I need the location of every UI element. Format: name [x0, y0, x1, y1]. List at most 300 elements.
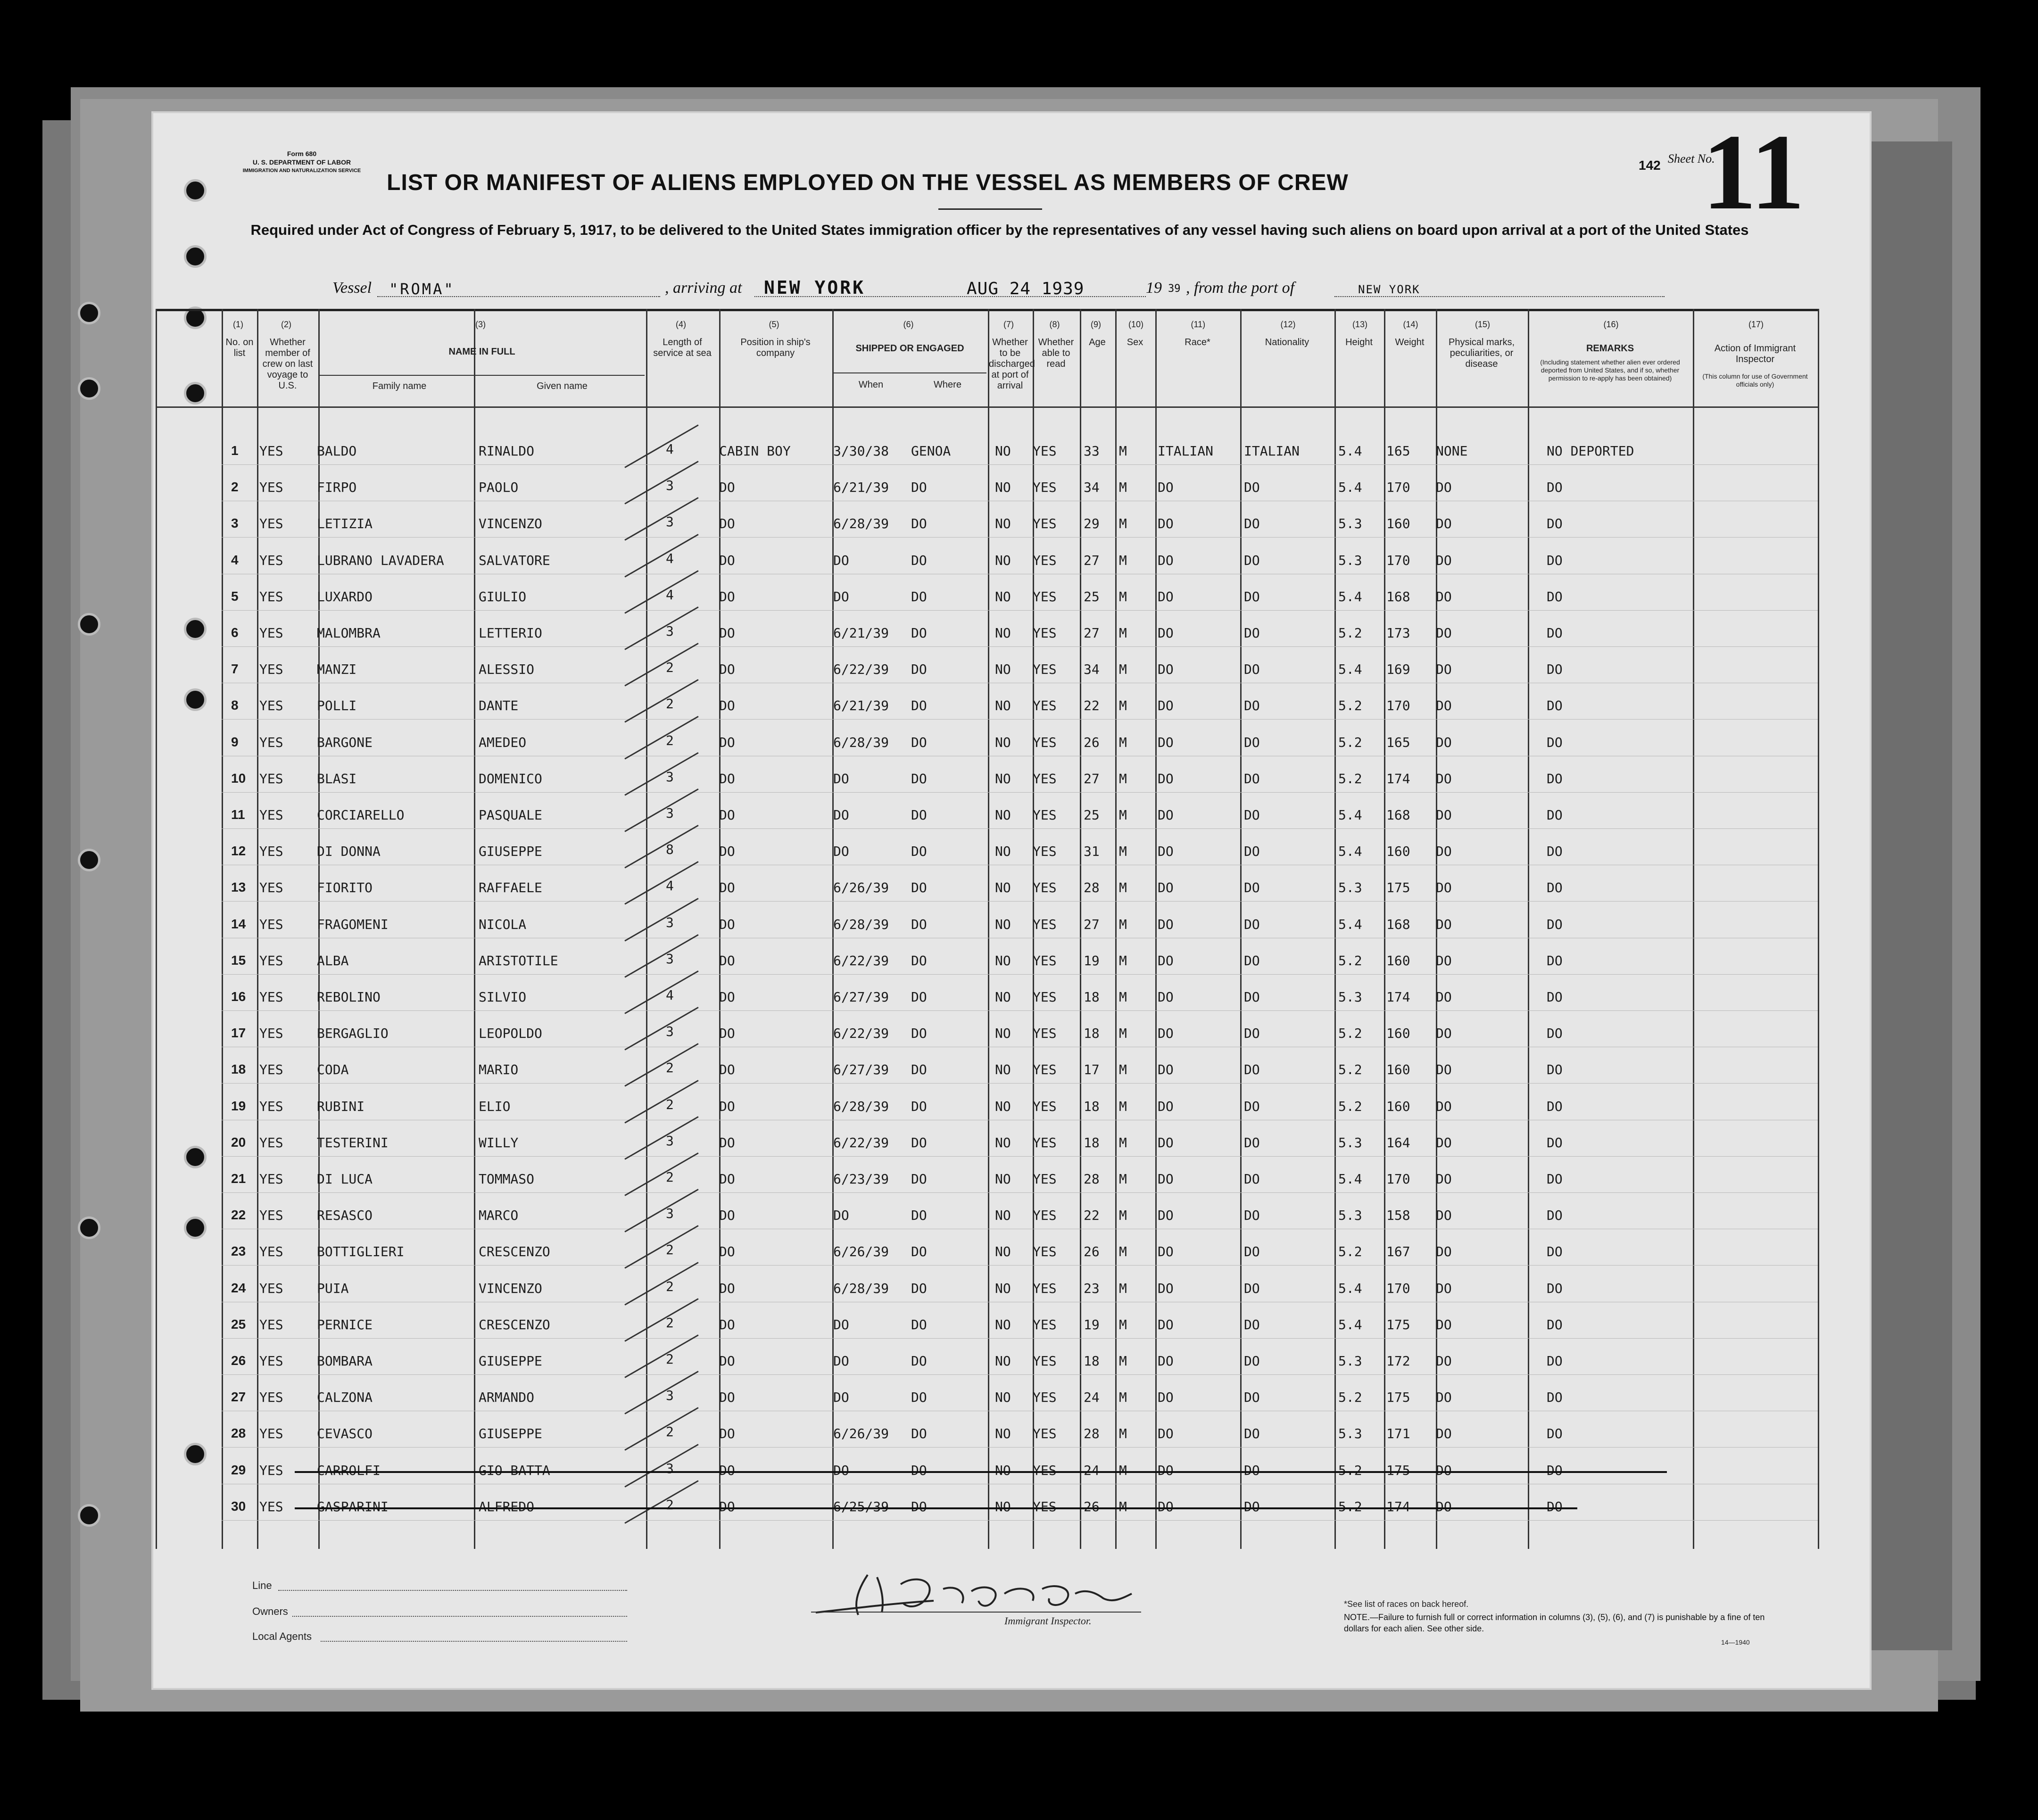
cell-race: DO: [1158, 734, 1174, 750]
cell-given: MARCO: [479, 1208, 519, 1224]
column-number: (10): [1128, 320, 1144, 329]
cell-family: REBOLINO: [317, 989, 381, 1005]
cell-nationality: DO: [1244, 516, 1260, 532]
cell-service: 3: [666, 1206, 674, 1222]
cell-where: DO: [911, 952, 927, 968]
cell-remarks: DO: [1547, 734, 1563, 750]
cell-service: 3: [666, 1460, 674, 1476]
cell-given: WILLY: [479, 1134, 519, 1150]
cell-where: DO: [911, 588, 927, 604]
cell-remarks: DO: [1547, 807, 1563, 823]
cell-where: DO: [911, 880, 927, 896]
cell-given: CRESCENZO: [479, 1244, 550, 1260]
row-number: 14: [231, 916, 246, 931]
column-number: (15): [1475, 320, 1491, 329]
cell-marks: DO: [1436, 916, 1452, 932]
cell-sex: M: [1119, 1062, 1127, 1078]
cell-marks: DO: [1436, 1134, 1452, 1150]
cell-marks: DO: [1436, 952, 1452, 968]
cell-read: YES: [1033, 1171, 1057, 1187]
cell-nationality: DO: [1244, 552, 1260, 568]
column-rule: [1528, 309, 1529, 1549]
cell-prev: YES: [259, 1390, 283, 1406]
cell-nationality: DO: [1244, 770, 1260, 786]
row-rule: [222, 1447, 1818, 1448]
cell-height: 5.4: [1338, 480, 1362, 496]
cell-family: BLASI: [317, 770, 357, 786]
arriving-label: , arriving at: [665, 279, 742, 297]
cell-discharged: NO: [995, 844, 1011, 860]
cell-position: DO: [719, 662, 735, 678]
local-agents-label: Local Agents: [252, 1630, 312, 1642]
cell-weight: 160: [1386, 844, 1410, 860]
cell-race: DO: [1158, 916, 1174, 932]
cell-height: 5.2: [1338, 952, 1362, 968]
cell-remarks: DO: [1547, 1026, 1563, 1042]
column-header: Position in ship's company: [740, 337, 811, 358]
header-rule: [833, 372, 986, 373]
cell-sex: M: [1119, 443, 1127, 459]
cell-service: 2: [666, 1169, 674, 1185]
cell-when: 6/26/39: [833, 1426, 889, 1442]
cell-remarks: DO: [1547, 844, 1563, 860]
cell-when: 6/21/39: [833, 625, 889, 641]
cell-where: DO: [911, 989, 927, 1005]
cell-given: LEOPOLDO: [479, 1026, 542, 1042]
row-number: 23: [231, 1244, 246, 1259]
cell-nationality: DO: [1244, 1280, 1260, 1296]
cell-discharged: NO: [995, 770, 1011, 786]
cell-discharged: NO: [995, 662, 1011, 678]
cell-nationality: DO: [1244, 1498, 1260, 1514]
cell-sex: M: [1119, 1316, 1127, 1332]
cell-height: 5.4: [1338, 662, 1362, 678]
cell-prev: YES: [259, 916, 283, 932]
cell-given: TOMMASO: [479, 1171, 535, 1187]
cell-position: DO: [719, 916, 735, 932]
cell-position: DO: [719, 552, 735, 568]
cell-discharged: NO: [995, 1062, 1011, 1078]
cell-family: POLLI: [317, 698, 357, 714]
cell-weight: 174: [1386, 770, 1410, 786]
cell-service: 2: [666, 1424, 674, 1440]
cell-age: 22: [1084, 698, 1100, 714]
column-header: Age: [1089, 337, 1106, 347]
cell-position: DO: [719, 480, 735, 496]
cell-discharged: NO: [995, 1026, 1011, 1042]
cell-discharged: NO: [995, 1280, 1011, 1296]
cell-weight: 173: [1386, 625, 1410, 641]
cell-marks: DO: [1436, 880, 1452, 896]
cell-given: ARMANDO: [479, 1390, 535, 1406]
row-number: 3: [231, 516, 239, 531]
cell-height: 5.2: [1338, 1026, 1362, 1042]
cell-remarks: DO: [1547, 880, 1563, 896]
title-underline: [938, 208, 1042, 210]
column-number: (16): [1603, 320, 1619, 329]
cell-discharged: NO: [995, 1390, 1011, 1406]
remarks-note: (Including statement whether alien ever ordered deported from United States, and if so, whether permission to re-apply has been obtained): [1540, 358, 1680, 382]
cell-position: DO: [719, 734, 735, 750]
row-number: 13: [231, 880, 246, 895]
cell-age: 28: [1084, 1171, 1100, 1187]
header-rule: [319, 375, 645, 376]
cell-where: DO: [911, 1026, 927, 1042]
row-number: 4: [231, 552, 239, 567]
cell-family: CALZONA: [317, 1390, 373, 1406]
cell-discharged: NO: [995, 1171, 1011, 1187]
row-number: 28: [231, 1426, 246, 1441]
cell-height: 5.4: [1338, 1171, 1362, 1187]
cell-discharged: NO: [995, 480, 1011, 496]
cell-when: 6/26/39: [833, 880, 889, 896]
cell-discharged: NO: [995, 625, 1011, 641]
cell-marks: DO: [1436, 734, 1452, 750]
cell-discharged: NO: [995, 1316, 1011, 1332]
cell-marks: NONE: [1436, 443, 1468, 459]
row-rule: [222, 646, 1818, 647]
line-label: Line: [252, 1580, 272, 1591]
cell-nationality: DO: [1244, 844, 1260, 860]
cell-sex: M: [1119, 952, 1127, 968]
cell-where: DO: [911, 698, 927, 714]
cell-where: DO: [911, 1426, 927, 1442]
cell-remarks: DO: [1547, 1353, 1563, 1369]
cell-race: DO: [1158, 588, 1174, 604]
cell-read: YES: [1033, 1280, 1057, 1296]
cell-prev: YES: [259, 1462, 283, 1478]
cell-position: DO: [719, 844, 735, 860]
cell-height: 5.3: [1338, 1353, 1362, 1369]
cell-height: 5.2: [1338, 1462, 1362, 1478]
cell-remarks: DO: [1547, 989, 1563, 1005]
cell-where: DO: [911, 1134, 927, 1150]
cell-remarks: DO: [1547, 1134, 1563, 1150]
cell-position: DO: [719, 1171, 735, 1187]
cell-prev: YES: [259, 480, 283, 496]
cell-remarks: DO: [1547, 516, 1563, 532]
cell-remarks: DO: [1547, 1171, 1563, 1187]
cell-given: GIUSEPPE: [479, 1353, 542, 1369]
cell-race: DO: [1158, 1462, 1174, 1478]
cell-where: DO: [911, 770, 927, 786]
cell-age: 18: [1084, 1353, 1100, 1369]
cell-weight: 170: [1386, 552, 1410, 568]
cell-position: DO: [719, 1390, 735, 1406]
cell-position: DO: [719, 1280, 735, 1296]
cell-prev: YES: [259, 1062, 283, 1078]
cell-sex: M: [1119, 1280, 1127, 1296]
row-rule: [222, 828, 1818, 829]
cell-nationality: DO: [1244, 480, 1260, 496]
inspector-note: (This column for use of Government officials only): [1702, 372, 1808, 388]
cell-height: 5.2: [1338, 734, 1362, 750]
cell-race: DO: [1158, 1244, 1174, 1260]
cell-age: 18: [1084, 1134, 1100, 1150]
cell-given: RINALDO: [479, 443, 535, 459]
column-number: (5): [769, 320, 779, 329]
cell-service: 4: [666, 441, 674, 457]
cell-service: 3: [666, 478, 674, 494]
cell-height: 5.2: [1338, 1244, 1362, 1260]
cell-service: 4: [666, 550, 674, 566]
cell-where: DO: [911, 1280, 927, 1296]
when-subheader: When: [858, 380, 884, 390]
cell-race: DO: [1158, 1353, 1174, 1369]
cell-remarks: DO: [1547, 770, 1563, 786]
cell-race: DO: [1158, 662, 1174, 678]
owners-field: [292, 1616, 627, 1617]
cell-weight: 168: [1386, 916, 1410, 932]
cell-position: DO: [719, 1098, 735, 1114]
row-rule: [222, 1374, 1818, 1375]
cell-race: DO: [1158, 1171, 1174, 1187]
cell-read: YES: [1033, 1244, 1057, 1260]
cell-read: YES: [1033, 1026, 1057, 1042]
cell-read: YES: [1033, 1462, 1057, 1478]
cell-position: DO: [719, 625, 735, 641]
line-field: [278, 1590, 627, 1591]
column-header: Whether member of crew on last voyage to U.S.: [262, 337, 313, 391]
cell-weight: 168: [1386, 807, 1410, 823]
cell-marks: DO: [1436, 1244, 1452, 1260]
cell-sex: M: [1119, 770, 1127, 786]
row-number: 6: [231, 625, 239, 640]
cell-race: DO: [1158, 844, 1174, 860]
cell-read: YES: [1033, 734, 1057, 750]
cell-where: DO: [911, 625, 927, 641]
binder-hole: [78, 302, 100, 324]
cell-weight: 168: [1386, 588, 1410, 604]
column-rule: [988, 309, 989, 1549]
department: U. S. DEPARTMENT OF LABOR: [252, 158, 351, 166]
cell-service: 2: [666, 1315, 674, 1331]
cell-family: BOTTIGLIERI: [317, 1244, 405, 1260]
row-rule: [222, 1338, 1818, 1339]
cell-family: LUXARDO: [317, 588, 373, 604]
year-prefix: 19: [1146, 279, 1162, 297]
cell-age: 26: [1084, 1498, 1100, 1514]
cell-read: YES: [1033, 516, 1057, 532]
cell-discharged: NO: [995, 1498, 1011, 1514]
cell-weight: 175: [1386, 1462, 1410, 1478]
cell-race: DO: [1158, 1208, 1174, 1224]
cell-weight: 170: [1386, 698, 1410, 714]
row-number: 8: [231, 698, 239, 713]
cell-where: DO: [911, 1244, 927, 1260]
cell-position: DO: [719, 952, 735, 968]
cell-remarks: DO: [1547, 662, 1563, 678]
row-number: 18: [231, 1062, 246, 1077]
column-number: (9): [1091, 320, 1101, 329]
cell-height: 5.3: [1338, 1208, 1362, 1224]
cell-age: 25: [1084, 807, 1100, 823]
cell-discharged: NO: [995, 1462, 1011, 1478]
row-number: 11: [231, 807, 245, 822]
races-note: *See list of races on back hereof.: [1344, 1599, 1469, 1609]
column-number: (1): [233, 320, 243, 329]
cell-race: DO: [1158, 989, 1174, 1005]
cell-family: BARGONE: [317, 734, 373, 750]
cell-given: ALESSIO: [479, 662, 535, 678]
cell-sex: M: [1119, 1098, 1127, 1114]
cell-family: GASPARINI: [317, 1498, 389, 1514]
inspector-signature-line: [811, 1612, 1141, 1613]
row-number: 12: [231, 844, 246, 859]
column-number: (12): [1280, 320, 1296, 329]
cell-marks: DO: [1436, 1426, 1452, 1442]
column-header: Action of Immigrant Inspector: [1714, 343, 1796, 364]
cell-sex: M: [1119, 1244, 1127, 1260]
column-header: Length of service at sea: [653, 337, 712, 358]
binder-hole: [184, 245, 207, 268]
failure-note: NOTE.—Failure to furnish full or correct information in columns (3), (5), (6), and (7) is punishable by a fine of ten dollars for each alien. See other side.: [1344, 1613, 1765, 1633]
column-header: Height: [1345, 337, 1373, 347]
cell-service: 3: [666, 914, 674, 930]
cell-height: 5.2: [1338, 1390, 1362, 1406]
year-suffix: 39: [1168, 283, 1181, 295]
cell-height: 5.3: [1338, 1134, 1362, 1150]
cell-read: YES: [1033, 1426, 1057, 1442]
cell-height: 5.4: [1338, 588, 1362, 604]
given-name-subheader: Given name: [537, 381, 588, 391]
cell-prev: YES: [259, 807, 283, 823]
row-number: 27: [231, 1390, 246, 1405]
cell-where: DO: [911, 916, 927, 932]
cell-given: SILVIO: [479, 989, 527, 1005]
cell-marks: DO: [1436, 844, 1452, 860]
cell-given: VINCENZO: [479, 516, 542, 532]
inspector-signature: [802, 1556, 1160, 1627]
cell-remarks: DO: [1547, 1208, 1563, 1224]
row-rule: [222, 610, 1818, 611]
cell-position: DO: [719, 1316, 735, 1332]
cell-nationality: DO: [1244, 1098, 1260, 1114]
row-number: 1: [231, 443, 239, 458]
cell-service: 8: [666, 842, 674, 858]
cell-where: DO: [911, 1462, 927, 1478]
cell-marks: DO: [1436, 480, 1452, 496]
cell-position: DO: [719, 1134, 735, 1150]
cell-given: NICOLA: [479, 916, 527, 932]
cell-given: LETTERIO: [479, 625, 542, 641]
cell-nationality: DO: [1244, 1208, 1260, 1224]
cell-given: RAFFAELE: [479, 880, 542, 896]
cell-weight: 175: [1386, 1390, 1410, 1406]
cell-given: VINCENZO: [479, 1280, 542, 1296]
cell-read: YES: [1033, 625, 1057, 641]
cell-weight: 167: [1386, 1244, 1410, 1260]
cell-remarks: DO: [1547, 480, 1563, 496]
cell-age: 24: [1084, 1462, 1100, 1478]
column-number: (14): [1403, 320, 1418, 329]
cell-marks: DO: [1436, 516, 1452, 532]
cell-family: RESASCO: [317, 1208, 373, 1224]
cell-age: 27: [1084, 770, 1100, 786]
cell-when: DO: [833, 1390, 849, 1406]
column-number: (8): [1049, 320, 1060, 329]
column-rule: [1240, 309, 1242, 1549]
cell-weight: 170: [1386, 480, 1410, 496]
inspector-label: Immigrant Inspector.: [1004, 1615, 1092, 1627]
column-number: (6): [903, 320, 914, 329]
cell-sex: M: [1119, 844, 1127, 860]
cell-height: 5.4: [1338, 1280, 1362, 1296]
cell-weight: 165: [1386, 443, 1410, 459]
cell-marks: DO: [1436, 989, 1452, 1005]
cell-height: 5.4: [1338, 1316, 1362, 1332]
cell-prev: YES: [259, 952, 283, 968]
row-number: 26: [231, 1353, 246, 1368]
cell-discharged: NO: [995, 552, 1011, 568]
cell-race: DO: [1158, 1098, 1174, 1114]
column-number: (13): [1352, 320, 1368, 329]
cell-prev: YES: [259, 770, 283, 786]
cell-remarks: DO: [1547, 588, 1563, 604]
cell-age: 17: [1084, 1062, 1100, 1078]
cell-marks: DO: [1436, 1098, 1452, 1114]
cell-where: DO: [911, 516, 927, 532]
cell-nationality: ITALIAN: [1244, 443, 1300, 459]
from-port-underline: [1334, 296, 1665, 297]
cell-family: FIRPO: [317, 480, 357, 496]
cell-given: CRESCENZO: [479, 1316, 550, 1332]
cell-nationality: DO: [1244, 916, 1260, 932]
cell-service: 2: [666, 1096, 674, 1112]
strike-through: [295, 1471, 1667, 1473]
cell-nationality: DO: [1244, 1426, 1260, 1442]
cell-prev: YES: [259, 1171, 283, 1187]
cell-prev: YES: [259, 516, 283, 532]
cell-when: DO: [833, 770, 849, 786]
cell-discharged: NO: [995, 1353, 1011, 1369]
cell-when: 6/22/39: [833, 1134, 889, 1150]
cell-family: MALOMBRA: [317, 625, 381, 641]
vessel-underline: [377, 296, 660, 297]
cell-marks: DO: [1436, 1498, 1452, 1514]
cell-family: DI DONNA: [317, 844, 381, 860]
cell-position: DO: [719, 770, 735, 786]
cell-remarks: DO: [1547, 552, 1563, 568]
cell-age: 27: [1084, 552, 1100, 568]
cell-when: 6/21/39: [833, 480, 889, 496]
row-rule: [222, 1520, 1818, 1521]
cell-service: 4: [666, 587, 674, 603]
cell-height: 5.2: [1338, 1062, 1362, 1078]
cell-when: DO: [833, 844, 849, 860]
cell-when: 6/28/39: [833, 516, 889, 532]
cell-position: DO: [719, 1062, 735, 1078]
row-rule: [222, 719, 1818, 720]
cell-race: DO: [1158, 1390, 1174, 1406]
cell-service: 3: [666, 769, 674, 785]
cell-prev: YES: [259, 1498, 283, 1514]
cell-prev: YES: [259, 625, 283, 641]
cell-read: YES: [1033, 880, 1057, 896]
column-header: No. on list: [225, 337, 254, 358]
cell-weight: 160: [1386, 516, 1410, 532]
cell-weight: 171: [1386, 1426, 1410, 1442]
cell-weight: 164: [1386, 1134, 1410, 1150]
cell-discharged: NO: [995, 989, 1011, 1005]
paper-stack-edge: [1867, 141, 1952, 1650]
cell-position: DO: [719, 588, 735, 604]
cell-when: 6/22/39: [833, 1026, 889, 1042]
cell-sex: M: [1119, 1426, 1127, 1442]
cell-remarks: NO DEPORTED: [1547, 443, 1634, 459]
cell-height: 5.2: [1338, 698, 1362, 714]
cell-read: YES: [1033, 1316, 1057, 1332]
